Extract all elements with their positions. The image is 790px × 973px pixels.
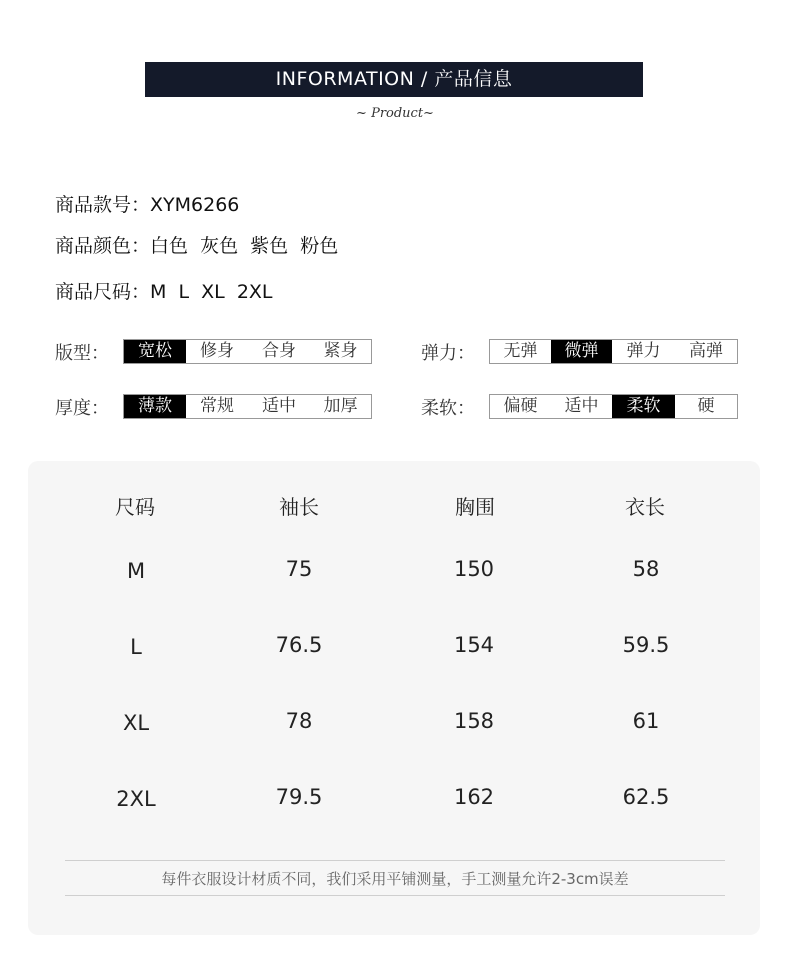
elasticity-scale [489, 339, 738, 364]
measurement-note: 每件衣服设计材质不同，我们采用平铺测量，手工测量允许2-3cm误差 [161, 870, 629, 888]
table-cell: 79.5 [275, 785, 323, 809]
table-cell: 59.5 [622, 633, 670, 657]
color-list: 商品颜色：白色 灰色 紫色 粉色 [55, 235, 339, 257]
table-cell: M [126, 559, 146, 583]
fit-option: 紧身 [323, 341, 358, 361]
table-cell: 75 [285, 557, 313, 581]
table-cell: L [130, 635, 142, 659]
product-subtitle: ~ Product~ [356, 106, 434, 121]
size-table-panel [28, 461, 760, 935]
size-list: 商品尺码：M L XL 2XL [55, 281, 273, 303]
softness-scale [489, 394, 738, 419]
elasticity-label: 弹力： [421, 343, 475, 364]
softness-option: 偏硬 [503, 396, 538, 416]
softness-option: 柔软 [612, 395, 675, 418]
fit-label: 版型： [55, 343, 109, 364]
fit-option: 宽松 [124, 340, 186, 363]
table-cell: 2XL [116, 787, 156, 811]
thickness-option: 适中 [262, 396, 296, 416]
thickness-scale [123, 394, 372, 419]
info-banner: INFORMATION / 产品信息 [145, 62, 643, 97]
table-cell: 158 [453, 709, 495, 733]
table-cell: 162 [453, 785, 495, 809]
elasticity-option: 微弹 [551, 340, 612, 363]
fit-option: 修身 [200, 341, 234, 361]
thickness-option: 薄款 [124, 395, 186, 418]
table-header-size: 尺码 [115, 495, 155, 519]
fit-scale [123, 339, 372, 364]
softness-option: 硬 [697, 396, 715, 416]
table-cell: 61 [632, 709, 660, 733]
table-header-length: 衣长 [625, 495, 665, 519]
model-number: 商品款号：XYM6266 [55, 194, 240, 216]
divider [65, 860, 725, 861]
table-header-sleeve: 袖长 [279, 495, 319, 519]
softness-label: 柔软： [421, 398, 475, 419]
thickness-label: 厚度： [55, 398, 109, 419]
table-cell: 76.5 [275, 633, 323, 657]
softness-option: 适中 [564, 396, 599, 416]
table-cell: 154 [453, 633, 495, 657]
table-cell: 58 [632, 557, 660, 581]
thickness-option: 加厚 [323, 396, 358, 416]
table-cell: 78 [285, 709, 313, 733]
elasticity-option: 无弹 [503, 341, 538, 361]
elasticity-option: 高弹 [689, 341, 723, 361]
thickness-option: 常规 [200, 396, 234, 416]
elasticity-option: 弹力 [626, 341, 661, 361]
table-cell: XL [122, 711, 150, 735]
fit-option: 合身 [262, 341, 296, 361]
divider [65, 895, 725, 896]
table-header-chest: 胸围 [455, 495, 495, 519]
table-cell: 62.5 [622, 785, 670, 809]
table-cell: 150 [453, 557, 495, 581]
